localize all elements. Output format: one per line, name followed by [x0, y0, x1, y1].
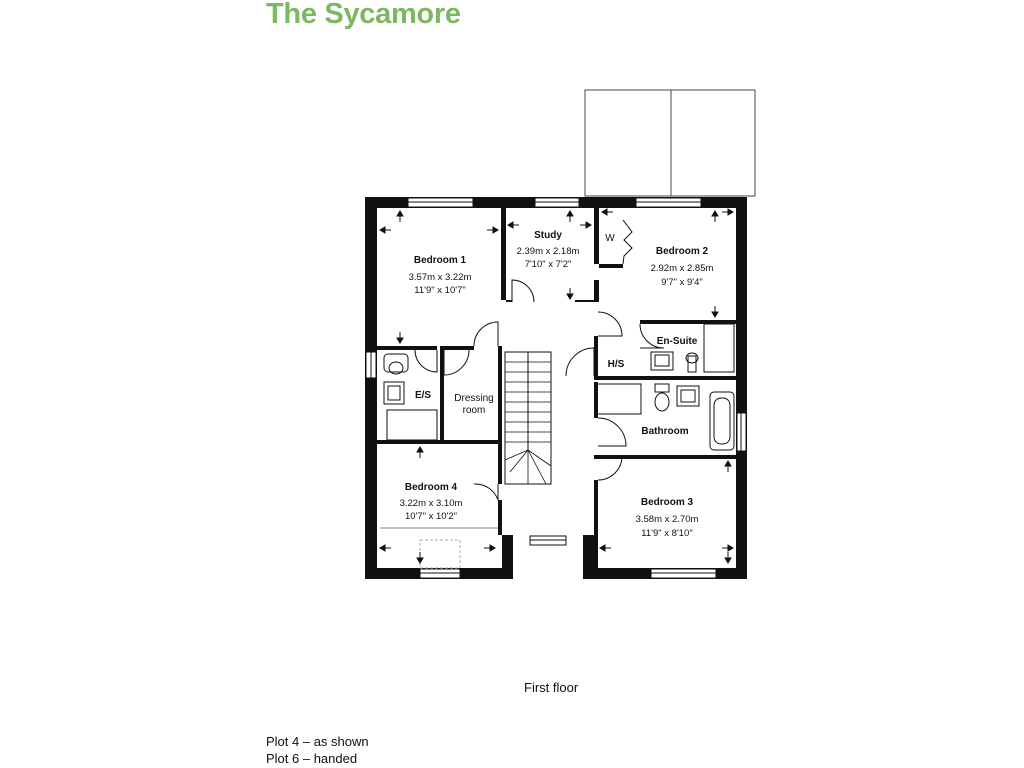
bedroom2-name: Bedroom 2: [655, 246, 709, 257]
bedroom1-imperial: 11'9" x 10'7": [414, 285, 466, 296]
bedroom1-metric: 3.57m x 3.22m: [408, 272, 472, 283]
plot-notes: [266, 733, 369, 767]
staircase: [505, 352, 551, 484]
ensuite-name: En-Suite: [656, 336, 698, 347]
bedroom2-imperial: 9'7" x 9'4": [661, 277, 703, 288]
dressing-line2: room: [462, 405, 486, 416]
plot-note: Plot 4 – as shown: [266, 734, 369, 749]
bedroom4-metric: 3.22m x 3.10m: [399, 498, 463, 509]
study-name: Study: [534, 230, 562, 241]
bedroom3-name: Bedroom 3: [640, 497, 694, 508]
roof-outline: [585, 90, 755, 196]
dressing-line1: Dressing: [454, 393, 494, 404]
bedroom1-name: Bedroom 1: [413, 255, 467, 266]
bedroom3-imperial: 11'9" x 8'10": [641, 528, 693, 539]
study-metric: 2.39m x 2.18m: [516, 246, 580, 257]
bedroom2-metric: 2.92m x 2.85m: [650, 263, 714, 274]
hs-label: H/S: [607, 359, 625, 370]
page-title: The Sycamore: [266, 0, 461, 30]
bedroom3-metric: 3.58m x 2.70m: [635, 514, 699, 525]
bedroom4-imperial: 10'7" x 10'2": [404, 511, 458, 522]
bedroom4-name: Bedroom 4: [404, 482, 458, 493]
wardrobe-label: W: [605, 233, 615, 244]
bathroom-name: Bathroom: [641, 426, 689, 437]
es-label: E/S: [414, 390, 432, 401]
floor-label: First floor: [524, 680, 579, 695]
study-imperial: 7'10" x 7'2": [524, 259, 572, 270]
plot-note: Plot 6 – handed: [266, 751, 358, 766]
